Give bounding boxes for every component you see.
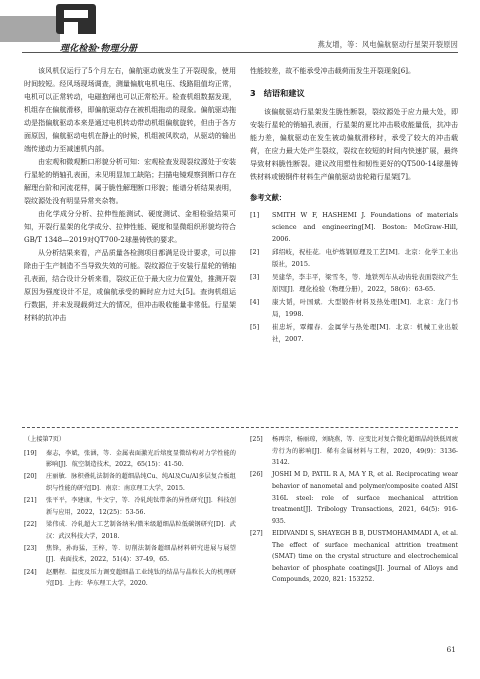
- references-heading: 参考文献：: [250, 193, 286, 202]
- journal-logo-text: 理化检验·物理分册: [60, 44, 138, 54]
- reference-item: [24, 567, 236, 590]
- reference-item: [250, 296, 458, 320]
- reference-number: [19]: [24, 449, 37, 457]
- reference-number: [1]: [250, 211, 260, 219]
- page-number: 61: [446, 645, 456, 654]
- reference-item: [250, 321, 458, 345]
- reference-number: [25]: [250, 436, 263, 443]
- reference-text: 张平平，李建康，牛文宁，等．冷轧纯钛带条的异性研究[J]．科技创新与应用，2022，12(25)：53-56.: [46, 497, 236, 516]
- continued-references-left: [24, 434, 236, 590]
- body-paragraph: 该风机仅运行了5个月左右，偏航驱动就发生了开裂现象，使用时间较短。经风场现场调查，测量偏航电机电压、线路阻值均正常，电机可以正常转动，电磁抱闸也可以正常松开。检查机组数据发现，机组存在偏航滑移，即偏航驱动存在被机组拖动的现象。偏航驱动拖动是指偏航驱动本来是通过电机转动带动机组偏航旋转，但由于各方面原因，偏航驱动电机在静止的时候，机组被风吹动，从驱动的输出端传递动力至减速机内部。: [24, 66, 236, 153]
- journal-logo-bar: [0, 16, 60, 42]
- reference-number: [20]: [24, 473, 37, 481]
- reference-item: [250, 469, 458, 527]
- reference-item: [250, 209, 458, 245]
- reference-item: [250, 528, 458, 586]
- body-paragraph: 性能较差，故不能承受冲击载荷而发生开裂现象[6]。: [250, 66, 416, 75]
- reference-number: [22]: [24, 520, 37, 528]
- reference-text: 梁伟成．冷轧超大工艺制备纳米/微米级超细晶粒低碳钢研究[D]．武汉：武汉科技大学，2018.: [46, 520, 236, 540]
- reference-number: [5]: [250, 323, 260, 331]
- section-title: 结语和建议: [263, 88, 305, 98]
- reference-item: [24, 519, 236, 542]
- reference-number: [3]: [250, 273, 260, 281]
- section-heading: [250, 86, 458, 100]
- body-paragraph: 从分析结果来看，产品质量各检测项目都满足设计要求，可以排除由于生产制造不当导致失效的可能。裂纹源位于安装行星轮的销轴孔表面，结合设计分析来看，裂纹正位于最大应力位置处，推测开裂原因为强度设计不足，或偏航承受的瞬时应力过大[5]。查询机组运行数据，并未发现载荷过大的情况，但冲击吸收能量非常低。行星架材料的抗冲击: [24, 248, 236, 322]
- body-paragraph: 由化学成分分析、拉伸性能测试、硬度测试、金相检验结果可知，开裂行星架的化学成分、拉伸性能、硬度和显微组织形貌均符合GB/T 1348—2019对QT700-2球墨铸铁的要求。: [24, 209, 236, 244]
- reference-text: 焦锋，孙海猛，王梓，等．切削法制备超细晶材料研究进展与展望[J]．表面技术，2022，51(4)：37-49，65.: [46, 544, 236, 564]
- journal-logo-icon: [56, 4, 102, 42]
- reference-number: [21]: [24, 497, 37, 505]
- left-column: [24, 64, 236, 324]
- section-number: 3: [250, 88, 256, 98]
- reference-text: 崔忠圻，覃耀春．金属学与热处理[M]．北京：机械工业出版社，2007.: [272, 323, 458, 343]
- reference-list: [250, 209, 458, 345]
- reference-text: 赵鹏程．温度及压力调变超细晶工业纯钛的结晶与晶粒长大的机理研究[D]．上海：华东理工大学，2020.: [46, 568, 236, 588]
- reference-number: [27]: [250, 529, 263, 537]
- reference-text: JOSHI M D, PATIL R A, MA Y R, et al. Reciprocating wear behavior of nanometal and polymer/composite coated AISI 316L steel: role of surface mechanical attrition treatment[J]. Tribology Transactions, 2021, 64(5): 916-935.: [272, 471, 458, 525]
- reference-text: EIDIVANDI S, SHAYEGH B B, DUSTMOHAMMADI A, et al. The effect of surface mechanical attrition treatment (SMAT) time on the crystal structure and electrochemical behavior of phosphate coatings[J]. Journal of Alloys and Compounds, 2020, 821: 153252.: [272, 529, 458, 584]
- reference-number: [4]: [250, 298, 260, 306]
- reference-number: [2]: [250, 248, 260, 256]
- reference-item: [24, 471, 236, 494]
- header-rule: [22, 52, 458, 53]
- continued-references-right: [250, 434, 458, 587]
- reference-item: [24, 543, 236, 566]
- page-header: [0, 0, 480, 54]
- reference-text: 杨再宗，杨丽琼，刘晓燕，等．应变比对复合微化超细晶纯铁低周疲劳行为的影响[J]．稀有金属材料与工程，2020，49(9)：3136-3142.: [272, 436, 458, 467]
- reference-text: 邱绍岐，祝桂花．电炉炼钢原理及工艺[M]．北京：化学工业出版社，2015.: [272, 248, 458, 268]
- reference-number: [26]: [250, 471, 263, 479]
- reference-text: 吴建华，李丰平，梁雪冬，等．地铁列车从动齿轮表面裂纹产生原因[J]．理化检验（物理分册），2022，58(6)：63-65.: [272, 273, 458, 293]
- right-column: [250, 64, 458, 346]
- continued-note: （上接第7页）: [24, 436, 66, 443]
- reference-item: [24, 448, 236, 471]
- reference-item: [250, 434, 458, 469]
- reference-number: [24]: [24, 568, 37, 576]
- reference-item: [250, 271, 458, 295]
- reference-text: 秦志，李斌，张涵，等．金属表面激光后熔度显微结构对力学性能的影响[J]．航空制造技术，2022，65(15)：41-50.: [46, 449, 236, 469]
- reference-text: 庄丽敏．脉积叠轧法制备的超细晶纯Cu、纯Al及Cu/Al多层复合板组织与性能的研究[D]．南京：南京理工大学，2015.: [46, 473, 236, 492]
- body-paragraph: 该偏航驱动行星架发生脆性断裂，裂纹源处于应力最大处，即安装行星轮的销轴孔表面，行星架的夏比冲击吸收能量低，抗冲击能力差，偏航驱动在发生被动偏航滑移时，承受了较大的冲击载荷，在应力最大处产生裂纹，裂纹在较短的时间内快速扩展，最终导致材料脆性断裂。建议改用塑性和韧性更好的QT500-14球墨铸铁材料或锻钢件材料生产偏航驱动齿轮箱行星架[7]。: [250, 107, 458, 181]
- running-head: 燕友增，等：风电偏航驱动行星架开裂原因: [317, 40, 458, 49]
- reference-item: [24, 495, 236, 518]
- reference-text: 康大韬，叶国斌．大型锻件材料及热处理[M]．北京：龙门书局，1998.: [272, 298, 458, 318]
- reference-item: [250, 246, 458, 270]
- reference-text: SMITH W F, HASHEMI J. Foundations of materials science and engineering[M]. Boston: McGraw-Hill, 2006.: [272, 211, 458, 243]
- reference-number: [23]: [24, 544, 37, 552]
- section-separator: [22, 427, 458, 428]
- body-paragraph: 由宏观和微观断口形貌分析可知：宏观检查发现裂纹源处于安装行星轮的销轴孔表面，未见明显加工缺陷；扫描电镜观察到断口存在解理台阶和河流花样，属于脆性解理断口形貌；能谱分析结果表明，裂纹源处没有明显异常夹杂物。: [24, 157, 236, 205]
